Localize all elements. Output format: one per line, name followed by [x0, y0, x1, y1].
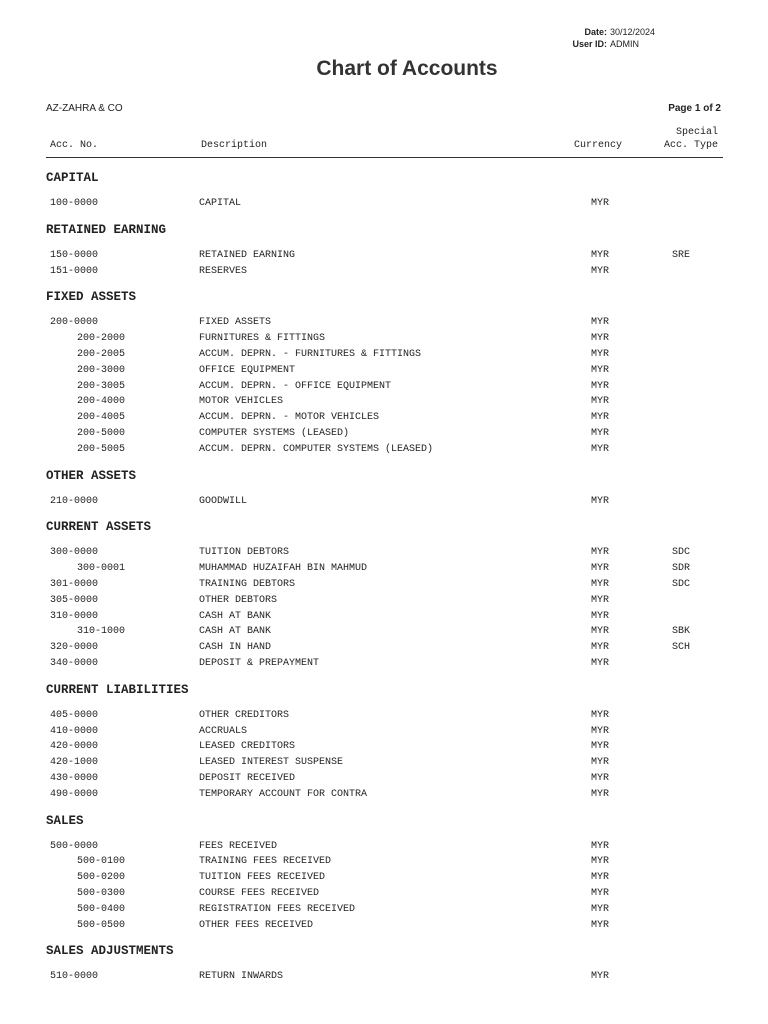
- account-currency: MYR: [591, 578, 610, 590]
- account-special-type: SDR: [672, 563, 691, 575]
- account-currency: MYR: [591, 412, 610, 424]
- account-number: 300-0000: [50, 547, 99, 559]
- account-section: [46, 279, 723, 457]
- col-header-special-line2: Acc. Type: [663, 140, 718, 151]
- account-number: 305-0000: [50, 594, 99, 606]
- account-number: 200-5000: [77, 427, 126, 439]
- account-number: 420-0000: [50, 741, 99, 753]
- account-row: [46, 870, 723, 886]
- account-number: 200-3000: [77, 364, 126, 376]
- account-section: [46, 160, 723, 212]
- user-label: User ID:: [572, 39, 607, 49]
- account-description: COMPUTER SYSTEMS (LEASED): [199, 427, 350, 439]
- account-row: [46, 724, 723, 740]
- report-meta: [560, 26, 710, 50]
- account-row: [46, 315, 723, 331]
- section-title: FIXED ASSETS: [46, 290, 137, 305]
- account-number: 510-0000: [50, 971, 99, 983]
- account-description: CASH AT BANK: [199, 610, 272, 622]
- account-currency: MYR: [591, 364, 610, 376]
- account-currency: MYR: [591, 594, 610, 606]
- account-description: TEMPORARY ACCOUNT FOR CONTRA: [199, 788, 368, 800]
- account-number: 301-0000: [50, 578, 99, 590]
- account-section: [46, 672, 723, 803]
- account-number: 320-0000: [50, 642, 99, 654]
- account-section: [46, 509, 723, 671]
- account-row: [46, 854, 723, 870]
- account-number: 500-0100: [77, 856, 126, 868]
- account-number: 430-0000: [50, 772, 99, 784]
- account-description: ACCUM. DEPRN. - MOTOR VEHICLES: [199, 412, 380, 424]
- account-currency: MYR: [591, 547, 610, 559]
- account-currency: MYR: [591, 317, 610, 329]
- account-currency: MYR: [591, 757, 610, 769]
- account-description: ACCUM. DEPRN. COMPUTER SYSTEMS (LEASED): [199, 443, 434, 455]
- account-row: [46, 839, 723, 855]
- col-header-description: Description: [201, 140, 268, 151]
- account-description: MOTOR VEHICLES: [199, 396, 284, 408]
- account-number: 100-0000: [50, 198, 99, 209]
- account-currency: MYR: [591, 610, 610, 622]
- account-number: 500-0200: [77, 872, 126, 884]
- account-number: 210-0000: [50, 495, 99, 507]
- account-row: [46, 331, 723, 347]
- section-title: CURRENT LIABILITIES: [46, 682, 189, 697]
- account-currency: MYR: [591, 265, 610, 277]
- account-description: LEASED INTEREST SUSPENSE: [199, 757, 344, 769]
- account-description: TRAINING FEES RECEIVED: [199, 856, 332, 868]
- account-row: [46, 264, 723, 280]
- account-row: [46, 593, 723, 609]
- account-special-type: SDC: [672, 578, 691, 590]
- account-row: [46, 969, 723, 985]
- account-description: COURSE FEES RECEIVED: [199, 887, 320, 899]
- account-description: FIXED ASSETS: [199, 317, 272, 329]
- account-row: [46, 426, 723, 442]
- account-currency: MYR: [591, 333, 610, 345]
- user-line: [560, 38, 710, 50]
- account-number: 310-0000: [50, 610, 99, 622]
- account-currency: MYR: [591, 903, 610, 915]
- account-section: [46, 212, 723, 280]
- account-row: [46, 739, 723, 755]
- account-row: [46, 347, 723, 363]
- account-description: DEPOSIT RECEIVED: [199, 772, 296, 784]
- accounts-list: [46, 160, 723, 985]
- account-special-type: SCH: [672, 642, 691, 654]
- account-description: TUITION FEES RECEIVED: [199, 872, 326, 884]
- section-title: SALES ADJUSTMENTS: [46, 944, 174, 959]
- account-currency: MYR: [591, 657, 610, 669]
- account-currency: MYR: [591, 741, 610, 753]
- account-description: MUHAMMAD HUZAIFAH BIN MAHMUD: [199, 563, 368, 575]
- account-row: [46, 918, 723, 934]
- account-currency: MYR: [591, 495, 610, 507]
- account-description: ACCRUALS: [199, 725, 248, 737]
- account-currency: MYR: [591, 642, 610, 654]
- account-currency: MYR: [591, 725, 610, 737]
- account-description: CASH IN HAND: [199, 642, 272, 654]
- account-currency: MYR: [591, 348, 610, 360]
- section-title: RETAINED EARNING: [46, 222, 167, 237]
- account-description: REGISTRATION FEES RECEIVED: [199, 903, 356, 915]
- account-description: OTHER CREDITORS: [199, 709, 290, 721]
- col-header-special-line1: Special: [675, 127, 718, 138]
- account-number: 200-4005: [77, 412, 126, 424]
- section-title: OTHER ASSETS: [46, 468, 137, 483]
- account-currency: MYR: [591, 840, 610, 852]
- account-row: [46, 545, 723, 561]
- date-line: [560, 26, 710, 38]
- account-number: 200-4000: [77, 396, 126, 408]
- account-currency: MYR: [591, 563, 610, 575]
- account-row: [46, 577, 723, 593]
- col-header-currency: Currency: [574, 140, 623, 151]
- account-number: 200-5005: [77, 443, 126, 455]
- account-row: [46, 442, 723, 458]
- account-description: RETURN INWARDS: [199, 971, 284, 983]
- account-row: [46, 902, 723, 918]
- account-section: [46, 803, 723, 934]
- section-title: SALES: [46, 813, 84, 828]
- account-number: 200-0000: [50, 317, 99, 329]
- account-row: [46, 561, 723, 577]
- account-number: 150-0000: [50, 249, 99, 261]
- account-currency: MYR: [591, 872, 610, 884]
- account-currency: MYR: [591, 396, 610, 408]
- account-currency: MYR: [591, 788, 610, 800]
- account-row: [46, 379, 723, 395]
- account-special-type: SBK: [672, 626, 691, 638]
- account-row: [46, 248, 723, 264]
- account-number: 410-0000: [50, 725, 99, 737]
- account-row: [46, 624, 723, 640]
- account-row: [46, 196, 723, 212]
- account-row: [46, 494, 723, 510]
- account-description: FURNITURES & FITTINGS: [199, 333, 326, 345]
- account-number: 500-0400: [77, 903, 126, 915]
- account-number: 490-0000: [50, 788, 99, 800]
- account-currency: MYR: [591, 856, 610, 868]
- account-description: RESERVES: [199, 265, 248, 277]
- account-currency: MYR: [591, 971, 610, 983]
- account-row: [46, 787, 723, 803]
- account-description: ACCUM. DEPRN. - FURNITURES & FITTINGS: [199, 348, 422, 360]
- date-value: 30/12/2024: [610, 27, 656, 37]
- account-special-type: SDC: [672, 547, 691, 559]
- account-number: 200-3005: [77, 380, 126, 392]
- company-name: AZ-ZAHRA & CO: [46, 103, 123, 114]
- account-number: 405-0000: [50, 709, 99, 721]
- report-title: Chart of Accounts: [316, 57, 498, 80]
- account-description: OTHER DEBTORS: [199, 594, 278, 606]
- account-row: [46, 886, 723, 902]
- account-currency: MYR: [591, 198, 610, 209]
- header-rule: [46, 157, 723, 158]
- account-description: TUITION DEBTORS: [199, 547, 290, 559]
- account-row: [46, 394, 723, 410]
- account-row: [46, 771, 723, 787]
- account-currency: MYR: [591, 887, 610, 899]
- account-currency: MYR: [591, 919, 610, 931]
- account-row: [46, 609, 723, 625]
- account-description: OFFICE EQUIPMENT: [199, 364, 296, 376]
- account-row: [46, 708, 723, 724]
- account-number: 340-0000: [50, 657, 99, 669]
- account-number: 151-0000: [50, 265, 99, 277]
- account-row: [46, 656, 723, 672]
- account-description: GOODWILL: [199, 495, 248, 507]
- account-currency: MYR: [591, 772, 610, 784]
- section-title: CAPITAL: [46, 171, 99, 185]
- account-row: [46, 410, 723, 426]
- account-special-type: SRE: [672, 249, 691, 261]
- date-label: Date:: [584, 27, 607, 37]
- account-row: [46, 363, 723, 379]
- account-description: DEPOSIT & PREPAYMENT: [199, 657, 320, 669]
- account-currency: MYR: [591, 427, 610, 439]
- account-currency: MYR: [591, 249, 610, 261]
- account-number: 200-2000: [77, 333, 126, 345]
- account-currency: MYR: [591, 709, 610, 721]
- account-description: LEASED CREDITORS: [199, 741, 296, 753]
- account-section: [46, 458, 723, 510]
- account-number: 310-1000: [77, 626, 126, 638]
- account-currency: MYR: [591, 443, 610, 455]
- account-description: FEES RECEIVED: [199, 840, 278, 852]
- account-description: CAPITAL: [199, 198, 242, 209]
- col-header-special: [640, 126, 718, 152]
- account-currency: MYR: [591, 380, 610, 392]
- account-number: 500-0300: [77, 887, 126, 899]
- page-indicator: Page 1 of 2: [668, 103, 721, 114]
- account-currency: MYR: [591, 626, 610, 638]
- account-description: OTHER FEES RECEIVED: [199, 919, 314, 931]
- account-number: 300-0001: [77, 563, 126, 575]
- account-description: TRAINING DEBTORS: [199, 578, 296, 590]
- account-number: 420-1000: [50, 757, 99, 769]
- account-description: CASH AT BANK: [199, 626, 272, 638]
- user-value: ADMIN: [610, 39, 639, 49]
- account-number: 500-0500: [77, 919, 126, 931]
- account-row: [46, 755, 723, 771]
- account-number: 200-2005: [77, 348, 126, 360]
- col-header-acc-no: Acc. No.: [50, 140, 99, 151]
- account-section: [46, 933, 723, 985]
- section-title: CURRENT ASSETS: [46, 520, 152, 535]
- account-description: ACCUM. DEPRN. - OFFICE EQUIPMENT: [199, 380, 392, 392]
- account-description: RETAINED EARNING: [199, 249, 296, 261]
- account-number: 500-0000: [50, 840, 99, 852]
- account-row: [46, 640, 723, 656]
